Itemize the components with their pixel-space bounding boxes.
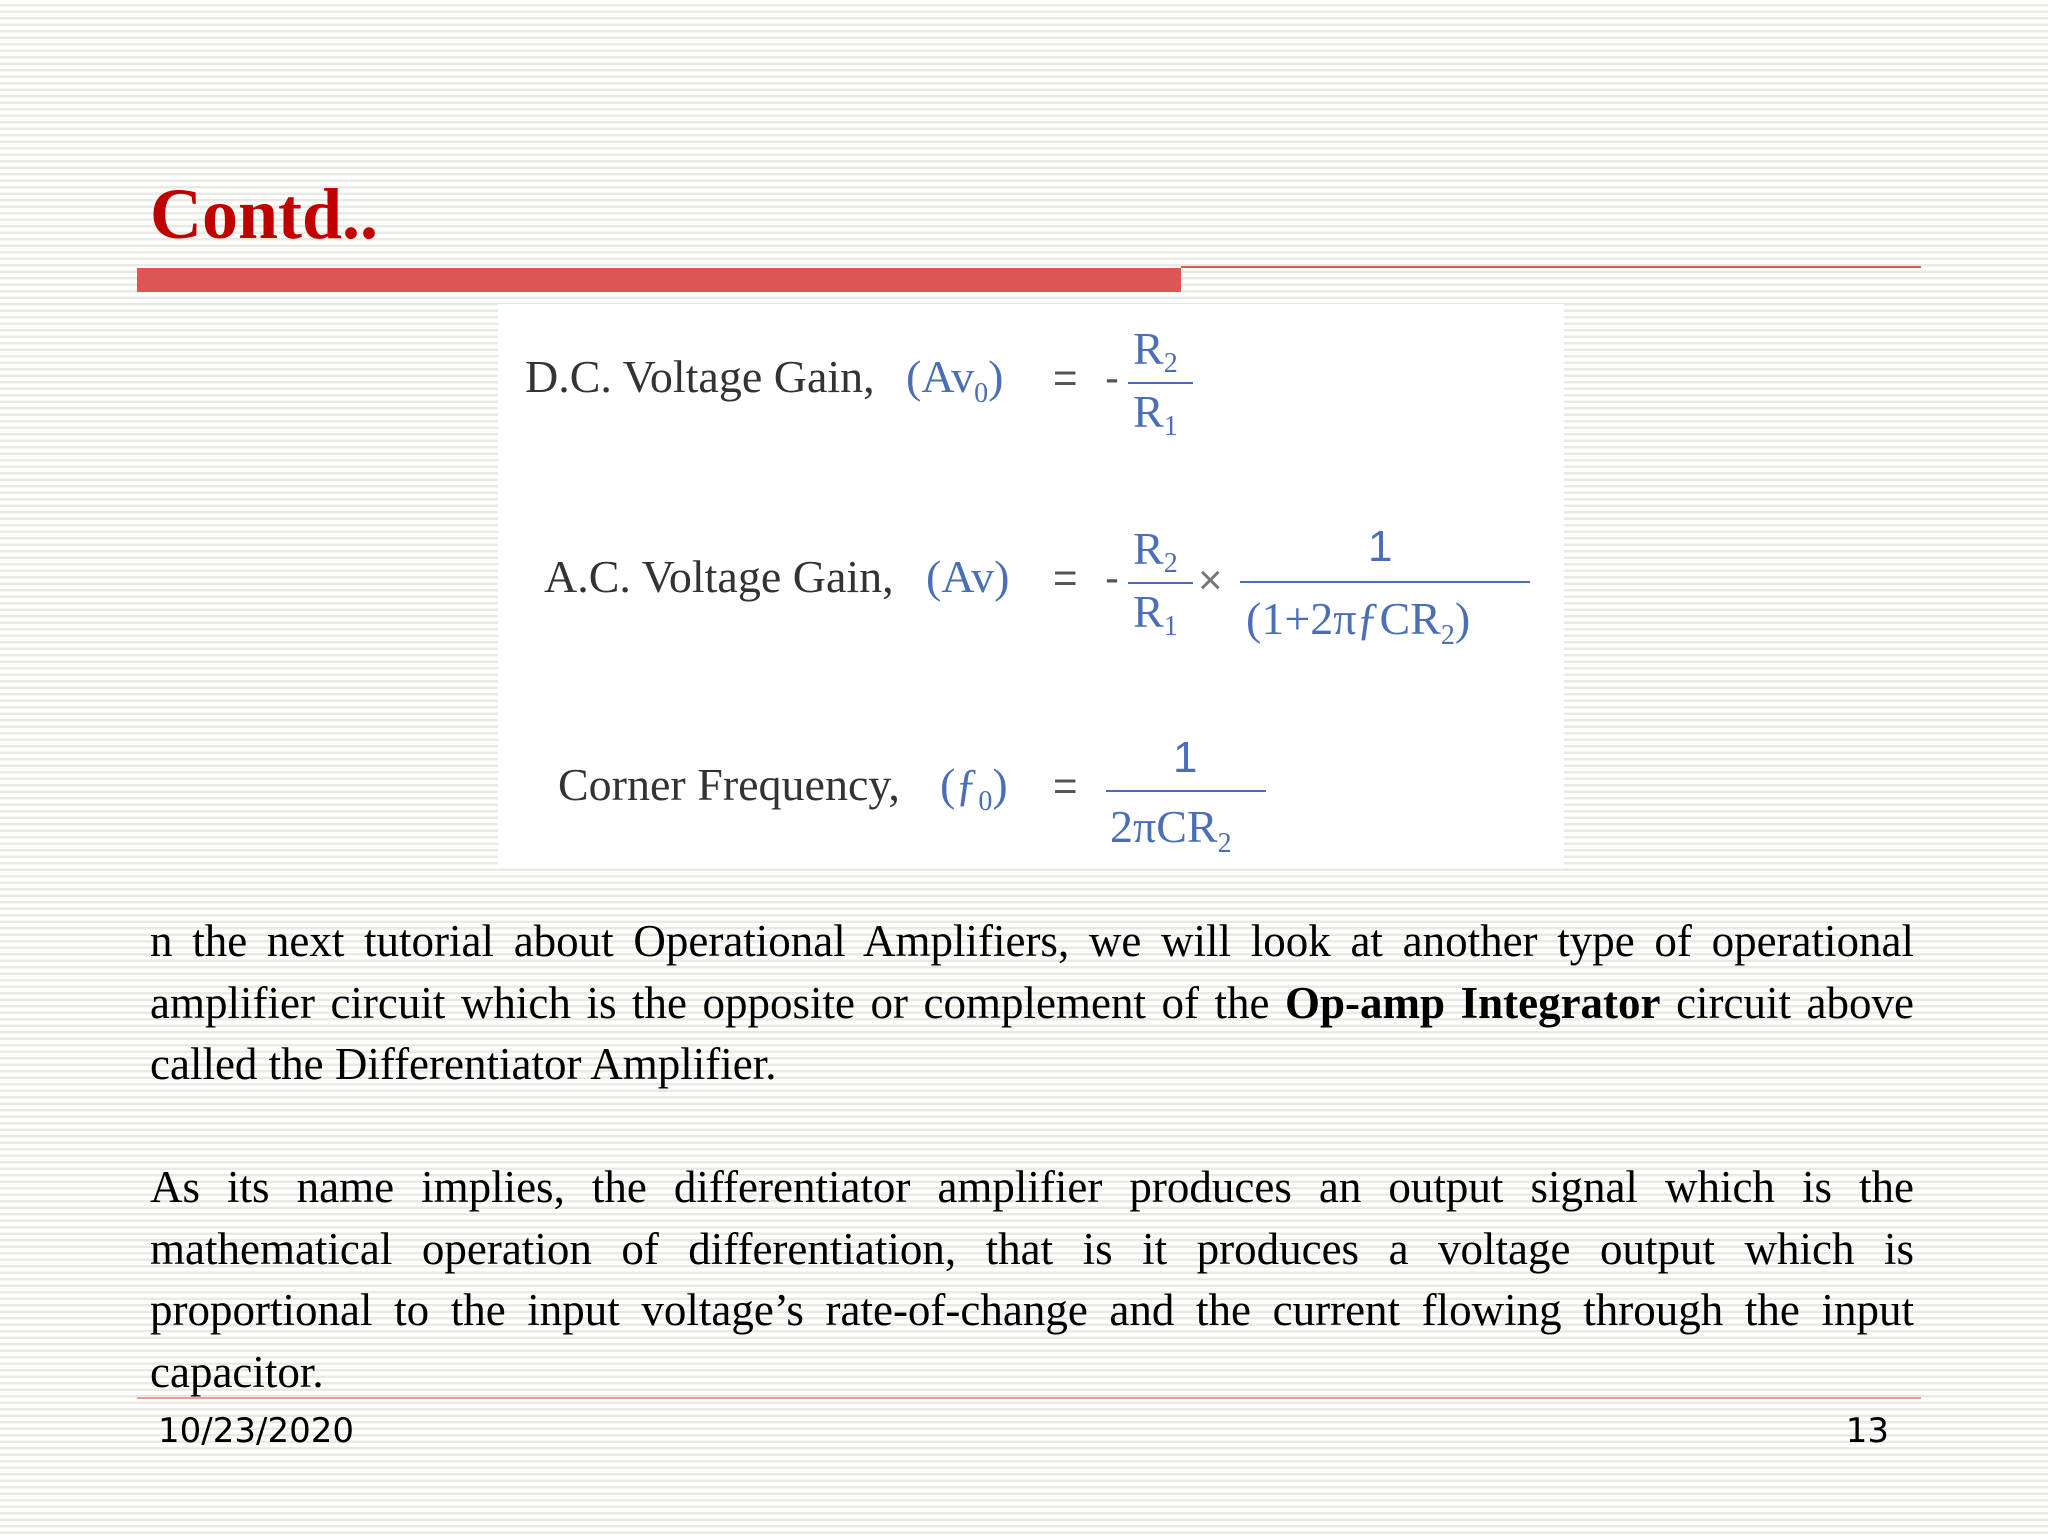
footer-divider bbox=[137, 1397, 1921, 1399]
ac-label: A.C. Voltage Gain, bbox=[544, 551, 894, 602]
formula-ac-voltage-gain bbox=[544, 522, 1530, 651]
corner-label: Corner Frequency, bbox=[558, 759, 900, 810]
corner-equals: = bbox=[1053, 762, 1078, 809]
formula-dc-voltage-gain bbox=[525, 323, 1193, 442]
title-underline-thin bbox=[1181, 266, 1921, 268]
paragraph-1-bold-term: Op-amp Integrator bbox=[1285, 977, 1661, 1028]
ac-denominator: R1 bbox=[1133, 586, 1178, 642]
paragraph-1-text: n the next tutorial about Operational Amplifiers, we will look at another type of operational amplifier circuit which is the opposite or complement of the bbox=[150, 916, 1914, 1028]
ac-frac-numerator: 1 bbox=[1368, 522, 1393, 571]
dc-symbol: $(Av_0)$ bbox=[906, 351, 1004, 409]
ac-numerator: R2 bbox=[1133, 523, 1178, 579]
footer-page-number: 13 bbox=[1845, 1411, 1889, 1451]
ac-frac-denominator: (1+2πƒCR$_2$) bbox=[1246, 593, 1471, 651]
corner-symbol: $(ƒ_0)$ bbox=[940, 759, 1008, 817]
slide-title: Contd.. bbox=[150, 174, 379, 254]
dc-label: D.C. Voltage Gain, bbox=[525, 351, 875, 402]
formula-graphic bbox=[498, 304, 1564, 868]
formula-panel bbox=[498, 304, 1564, 868]
footer-date: 10/23/2020 bbox=[158, 1411, 354, 1451]
paragraph-next-tutorial bbox=[150, 911, 1914, 1096]
ac-times: × bbox=[1198, 556, 1223, 603]
paragraph-1-text-end: circuit above called the Differentiator Amplifier. bbox=[150, 977, 1914, 1089]
ac-equals: = bbox=[1053, 554, 1078, 601]
paragraph-differentiator: As its name implies, the differentiator amplifier produces an output signal which is the mathematical operation of differentiation, that is it produces a voltage output which is proportional to the input voltage’s rate-of-change and the current flowing through the input capacitor. bbox=[150, 1162, 1914, 1397]
dc-sign: - bbox=[1105, 354, 1119, 401]
dc-numerator: R2 bbox=[1133, 323, 1178, 379]
corner-numerator: 1 bbox=[1173, 733, 1198, 782]
corner-denominator: 2πCR$_2$ bbox=[1110, 801, 1232, 859]
formula-corner-frequency bbox=[558, 733, 1266, 859]
ac-sign: - bbox=[1105, 554, 1119, 601]
title-underline-thick bbox=[137, 268, 1181, 292]
dc-equals: = bbox=[1053, 354, 1078, 401]
dc-denominator: R1 bbox=[1133, 386, 1178, 442]
ac-symbol: (Av) bbox=[926, 551, 1010, 602]
